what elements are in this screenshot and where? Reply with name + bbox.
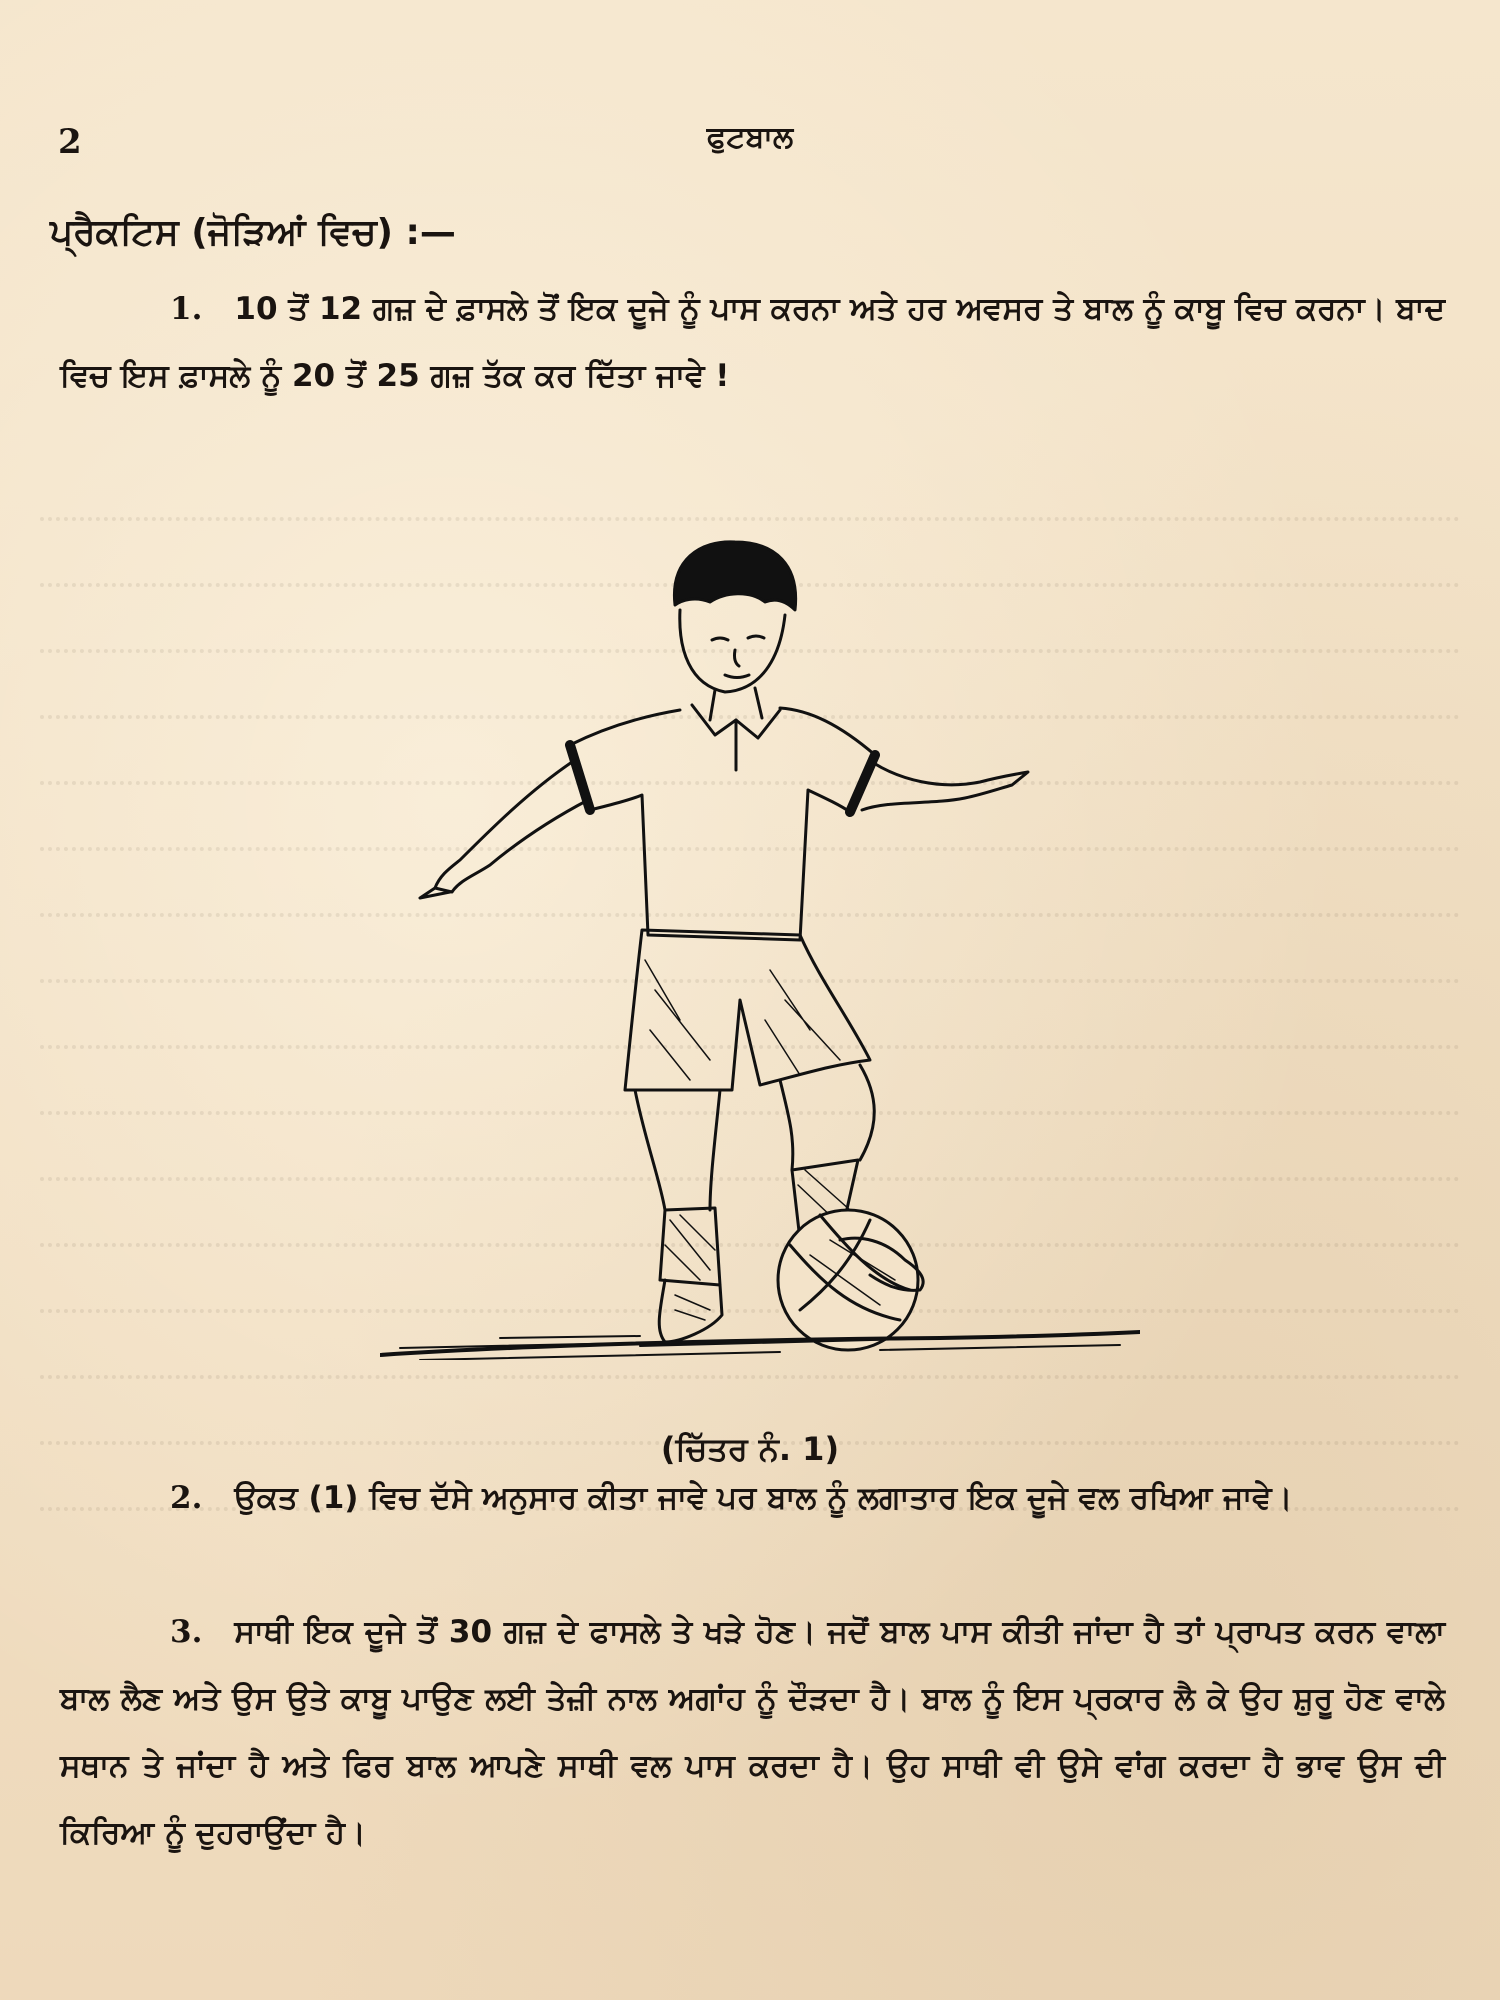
paragraph-text: ਉਕਤ (1) ਵਿਚ ਦੱਸੇ ਅਨੁਸਾਰ ਕੀਤਾ ਜਾਵੇ ਪਰ ਬਾਲ ਨੂੰ ਲਗਾਤਾਰ ਇਕ ਦੂਜੇ ਵਲ ਰਖਿਆ ਜਾਵੇ।: [234, 1480, 1293, 1516]
paragraph-text: 10 ਤੋਂ 12 ਗਜ਼ ਦੇ ਫ਼ਾਸਲੇ ਤੋਂ ਇਕ ਦੂਜੇ ਨੂੰ ਪਾਸ ਕਰਨਾ ਅਤੇ ਹਰ ਅਵਸਰ ਤੇ ਬਾਲ ਨੂੰ ਕਾਬੂ ਵਿਚ ਕਰਨਾ। ਬਾਦ ਵਿਚ ਇਸ ਫ਼ਾਸਲੇ ਨੂੰ 20 ਤੋਂ 25 ਗਜ਼ ਤੱਕ ਕਰ ਦਿੱਤਾ ਜਾਵੇ !: [60, 291, 1445, 394]
paragraph-2: [60, 1465, 1445, 1532]
paragraph-number: 3.: [170, 1614, 203, 1650]
paragraph-1: [60, 276, 1445, 410]
paragraph-text: ਸਾਥੀ ਇਕ ਦੂਜੇ ਤੋਂ 30 ਗਜ਼ ਦੇ ਫਾਸਲੇ ਤੇ ਖੜੇ ਹੋਣ। ਜਦੋਂ ਬਾਲ ਪਾਸ ਕੀਤੀ ਜਾਂਦਾ ਹੈ ਤਾਂ ਪ੍ਰਾਪਤ ਕਰਨ ਵਾਲਾ ਬਾਲ ਲੈਣ ਅਤੇ ਉਸ ਉਤੇ ਕਾਬੂ ਪਾਉਣ ਲਈ ਤੇਜ਼ੀ ਨਾਲ ਅਗਾਂਹ ਨੂੰ ਦੌੜਦਾ ਹੈ। ਬਾਲ ਨੂੰ ਇਸ ਪ੍ਰਕਾਰ ਲੈ ਕੇ ਉਹ ਸ਼ੁਰੂ ਹੋਣ ਵਾਲੇ ਸਥਾਨ ਤੇ ਜਾਂਦਾ ਹੈ ਅਤੇ ਫਿਰ ਬਾਲ ਆਪਣੇ ਸਾਥੀ ਵਲ ਪਾਸ ਕਰਦਾ ਹੈ। ਉਹ ਸਾਥੀ ਵੀ ਉਸੇ ਵਾਂਗ ਕਰਦਾ ਹੈ ਭਾਵ ਉਸ ਦੀ ਕਿਰਿਆ ਨੂੰ ਦੁਹਰਾਉਂਦਾ ਹੈ।: [60, 1614, 1445, 1851]
page-number: 2: [58, 122, 82, 162]
football-player-illustration: [380, 520, 1140, 1360]
section-heading: ਪ੍ਰੈਕਟਿਸ (ਜੋੜਿਆਂ ਵਿਚ) :—: [50, 212, 456, 253]
paragraph-3: [60, 1599, 1445, 1867]
figure-caption: (ਚਿੱਤਰ ਨੰ. 1): [660, 1430, 840, 1468]
running-title: ਫੁਟਬਾਲ: [706, 120, 794, 155]
paragraph-number: 1.: [170, 291, 203, 327]
paragraph-number: 2.: [170, 1480, 203, 1516]
